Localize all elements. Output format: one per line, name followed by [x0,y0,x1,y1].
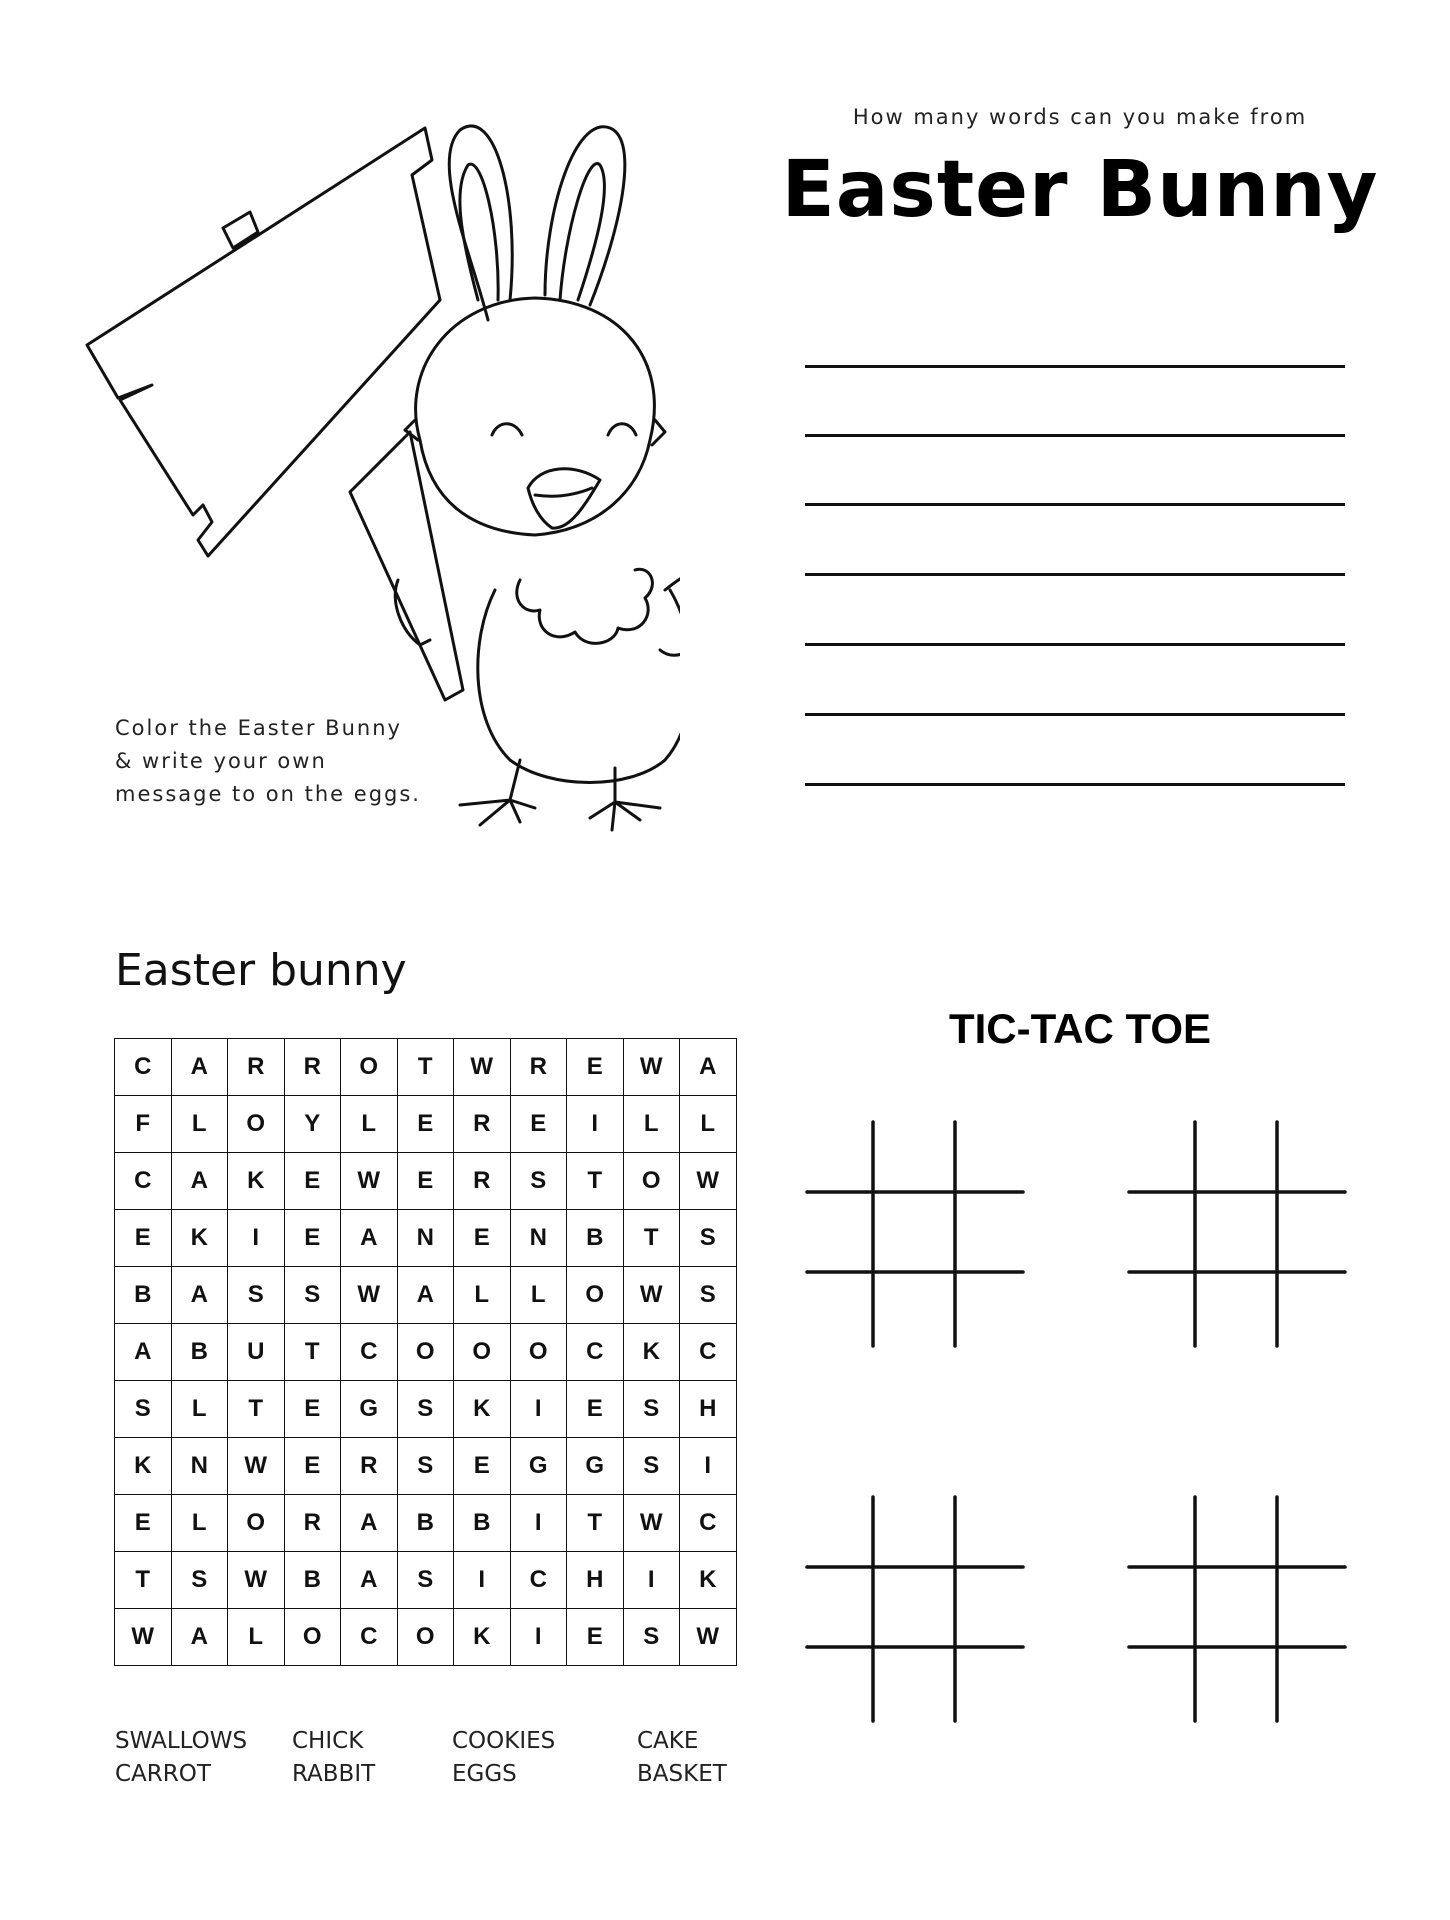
word-list-column [637,1725,727,1791]
grid-cell[interactable]: I [510,1495,567,1552]
eye-icon [608,424,636,435]
grid-cell[interactable]: W [680,1153,737,1210]
word-list-column [292,1725,375,1791]
answer-line[interactable] [805,503,1345,506]
grid-cell[interactable]: E [397,1096,454,1153]
grid-cell[interactable]: I [228,1210,285,1267]
grid-cell[interactable]: E [454,1210,511,1267]
grid-cell[interactable]: L [171,1381,228,1438]
grid-cell[interactable]: A [680,1039,737,1096]
grid-cell[interactable]: T [284,1324,341,1381]
grid-cell[interactable]: W [623,1495,680,1552]
grid-cell[interactable]: G [510,1438,567,1495]
word-maker-prompt: How many words can you make from [852,105,1308,129]
grid-cell[interactable]: O [397,1324,454,1381]
grid-cell[interactable]: R [454,1096,511,1153]
grid-cell[interactable]: K [454,1381,511,1438]
grid-cell[interactable]: G [341,1381,398,1438]
grid-cell[interactable]: G [567,1438,624,1495]
grid-cell[interactable]: I [567,1096,624,1153]
grid-cell[interactable]: U [228,1324,285,1381]
instruction-line: & write your own [115,749,327,773]
grid-cell[interactable]: B [171,1324,228,1381]
grid-cell[interactable]: I [623,1552,680,1609]
grid-cell[interactable]: L [680,1096,737,1153]
grid-cell[interactable]: I [680,1438,737,1495]
grid-cell[interactable]: S [397,1552,454,1609]
grid-cell[interactable]: C [567,1324,624,1381]
grid-cell[interactable]: S [510,1153,567,1210]
grid-row [115,1039,737,1096]
grid-cell[interactable]: K [454,1609,511,1666]
grid-cell[interactable]: A [341,1552,398,1609]
grid-cell[interactable]: A [171,1267,228,1324]
ear-icon [449,126,625,320]
word-list-item: SWALLOWS [115,1728,248,1754]
word-list-item: BASKET [637,1761,727,1787]
grid-cell[interactable]: A [115,1324,172,1381]
grid-cell[interactable]: K [115,1438,172,1495]
grid-cell[interactable]: T [623,1210,680,1267]
grid-row [115,1267,737,1324]
grid-cell[interactable]: W [454,1039,511,1096]
tic-tac-toe-title: TIC-TAC TOE [948,1005,1212,1052]
grid-cell[interactable]: E [567,1609,624,1666]
grid-cell[interactable]: L [623,1096,680,1153]
grid-cell[interactable]: S [397,1381,454,1438]
grid-cell[interactable]: L [228,1609,285,1666]
grid-cell[interactable]: A [171,1153,228,1210]
grid-cell[interactable]: E [454,1438,511,1495]
instruction-line: Color the Easter Bunny [115,716,402,740]
answer-line[interactable] [805,713,1345,716]
grid-cell[interactable]: E [567,1039,624,1096]
grid-cell[interactable]: W [341,1267,398,1324]
grid-cell[interactable]: S [623,1609,680,1666]
instruction-line: message to on the eggs. [115,782,421,806]
grid-cell[interactable]: A [171,1609,228,1666]
grid-cell[interactable]: W [115,1609,172,1666]
word-list-item: CAKE [637,1728,699,1754]
grid-cell[interactable]: K [623,1324,680,1381]
grid-cell[interactable]: L [341,1096,398,1153]
grid-cell[interactable]: W [623,1267,680,1324]
grid-cell[interactable]: S [397,1438,454,1495]
grid-cell[interactable]: L [510,1267,567,1324]
grid-cell[interactable]: B [397,1495,454,1552]
word-list-item: EGGS [452,1761,517,1787]
grid-cell[interactable]: B [115,1267,172,1324]
grid-cell[interactable]: O [228,1495,285,1552]
grid-cell[interactable]: R [284,1039,341,1096]
grid-cell[interactable]: T [228,1381,285,1438]
grid-cell[interactable]: C [115,1039,172,1096]
grid-cell[interactable]: S [115,1381,172,1438]
grid-cell[interactable]: S [623,1381,680,1438]
grid-cell[interactable]: E [284,1438,341,1495]
grid-cell[interactable]: R [510,1039,567,1096]
word-list-column [115,1725,247,1791]
grid-cell[interactable]: W [623,1039,680,1096]
grid-cell[interactable]: K [228,1153,285,1210]
grid-cell[interactable]: S [680,1210,737,1267]
grid-cell[interactable]: S [623,1438,680,1495]
grid-cell[interactable]: W [228,1552,285,1609]
grid-cell[interactable]: C [680,1495,737,1552]
grid-cell[interactable]: N [171,1438,228,1495]
grid-cell[interactable]: R [454,1153,511,1210]
grid-cell[interactable]: Y [284,1096,341,1153]
grid-cell[interactable]: W [341,1153,398,1210]
grid-cell[interactable]: T [567,1153,624,1210]
grid-cell[interactable]: H [680,1381,737,1438]
grid-cell[interactable]: N [397,1210,454,1267]
grid-cell[interactable]: K [171,1210,228,1267]
grid-cell[interactable]: O [510,1324,567,1381]
grid-cell[interactable]: L [454,1267,511,1324]
signboard-icon [87,128,463,700]
grid-cell[interactable]: C [341,1324,398,1381]
grid-cell[interactable]: C [680,1324,737,1381]
word-list-item: RABBIT [292,1761,376,1787]
grid-cell[interactable]: E [115,1210,172,1267]
grid-cell[interactable]: T [567,1495,624,1552]
grid-cell[interactable]: S [284,1267,341,1324]
grid-row [115,1381,737,1438]
feather-collar-icon [517,569,653,643]
grid-cell[interactable]: B [567,1210,624,1267]
eye-icon [492,424,522,435]
tic-tac-toe-board[interactable] [1127,1120,1347,1348]
grid-cell[interactable]: F [115,1096,172,1153]
body-icon [478,590,680,783]
grid-cell[interactable]: L [171,1096,228,1153]
grid-cell[interactable]: S [228,1267,285,1324]
answer-line[interactable] [805,573,1345,576]
grid-cell[interactable]: E [397,1153,454,1210]
grid-cell[interactable]: O [397,1609,454,1666]
tic-tac-toe-board[interactable] [1127,1495,1347,1723]
grid-cell[interactable]: L [171,1495,228,1552]
grid-row [115,1552,737,1609]
grid-cell[interactable]: S [171,1552,228,1609]
answer-line[interactable] [805,783,1345,786]
tic-tac-toe-board[interactable] [805,1495,1025,1723]
grid-cell[interactable]: O [567,1267,624,1324]
head-icon [416,298,655,535]
grid-cell[interactable]: O [454,1324,511,1381]
word-list-item: CHICK [292,1728,364,1754]
answer-line[interactable] [805,434,1345,437]
word-search-grid [114,1038,737,1666]
grid-cell[interactable]: H [567,1552,624,1609]
wing-icon [660,568,680,655]
grid-row [115,1153,737,1210]
grid-row [115,1210,737,1267]
grid-row [115,1096,737,1153]
word-search-title: Easter bunny [115,945,407,996]
word-list-item: CARROT [115,1761,211,1787]
grid-cell[interactable]: T [115,1552,172,1609]
grid-cell[interactable]: O [623,1153,680,1210]
grid-cell[interactable]: R [284,1495,341,1552]
grid-row [115,1438,737,1495]
word-list-column [452,1725,555,1791]
grid-cell[interactable]: B [284,1552,341,1609]
grid-cell[interactable]: K [680,1552,737,1609]
grid-cell[interactable]: T [397,1039,454,1096]
grid-cell[interactable]: C [510,1552,567,1609]
answer-line[interactable] [805,365,1345,368]
grid-cell[interactable]: C [115,1153,172,1210]
grid-cell[interactable]: R [228,1039,285,1096]
grid-cell[interactable]: N [510,1210,567,1267]
word-list-item: COOKIES [452,1728,556,1754]
coloring-instructions [115,712,435,811]
grid-cell[interactable]: A [341,1210,398,1267]
grid-cell[interactable]: A [171,1039,228,1096]
grid-cell[interactable]: E [284,1210,341,1267]
grid-row [115,1495,737,1552]
grid-cell[interactable]: S [680,1267,737,1324]
grid-row [115,1324,737,1381]
grid-cell[interactable]: R [341,1438,398,1495]
grid-cell[interactable]: B [454,1495,511,1552]
grid-cell[interactable]: E [567,1381,624,1438]
grid-cell[interactable]: C [341,1609,398,1666]
tic-tac-toe-board[interactable] [805,1120,1025,1348]
grid-cell[interactable]: E [510,1096,567,1153]
grid-cell[interactable]: I [510,1381,567,1438]
word-maker-title: Easter Bunny [781,145,1379,235]
answer-line[interactable] [805,643,1345,646]
grid-cell[interactable]: E [115,1495,172,1552]
grid-row [115,1609,737,1666]
grid-cell[interactable]: O [228,1096,285,1153]
grid-cell[interactable]: O [284,1609,341,1666]
grid-cell[interactable]: A [341,1495,398,1552]
grid-cell[interactable]: W [680,1609,737,1666]
grid-cell[interactable]: O [341,1039,398,1096]
grid-cell[interactable]: A [397,1267,454,1324]
grid-cell[interactable]: E [284,1153,341,1210]
grid-cell[interactable]: I [454,1552,511,1609]
grid-cell[interactable]: W [228,1438,285,1495]
grid-cell[interactable]: I [510,1609,567,1666]
grid-cell[interactable]: E [284,1381,341,1438]
